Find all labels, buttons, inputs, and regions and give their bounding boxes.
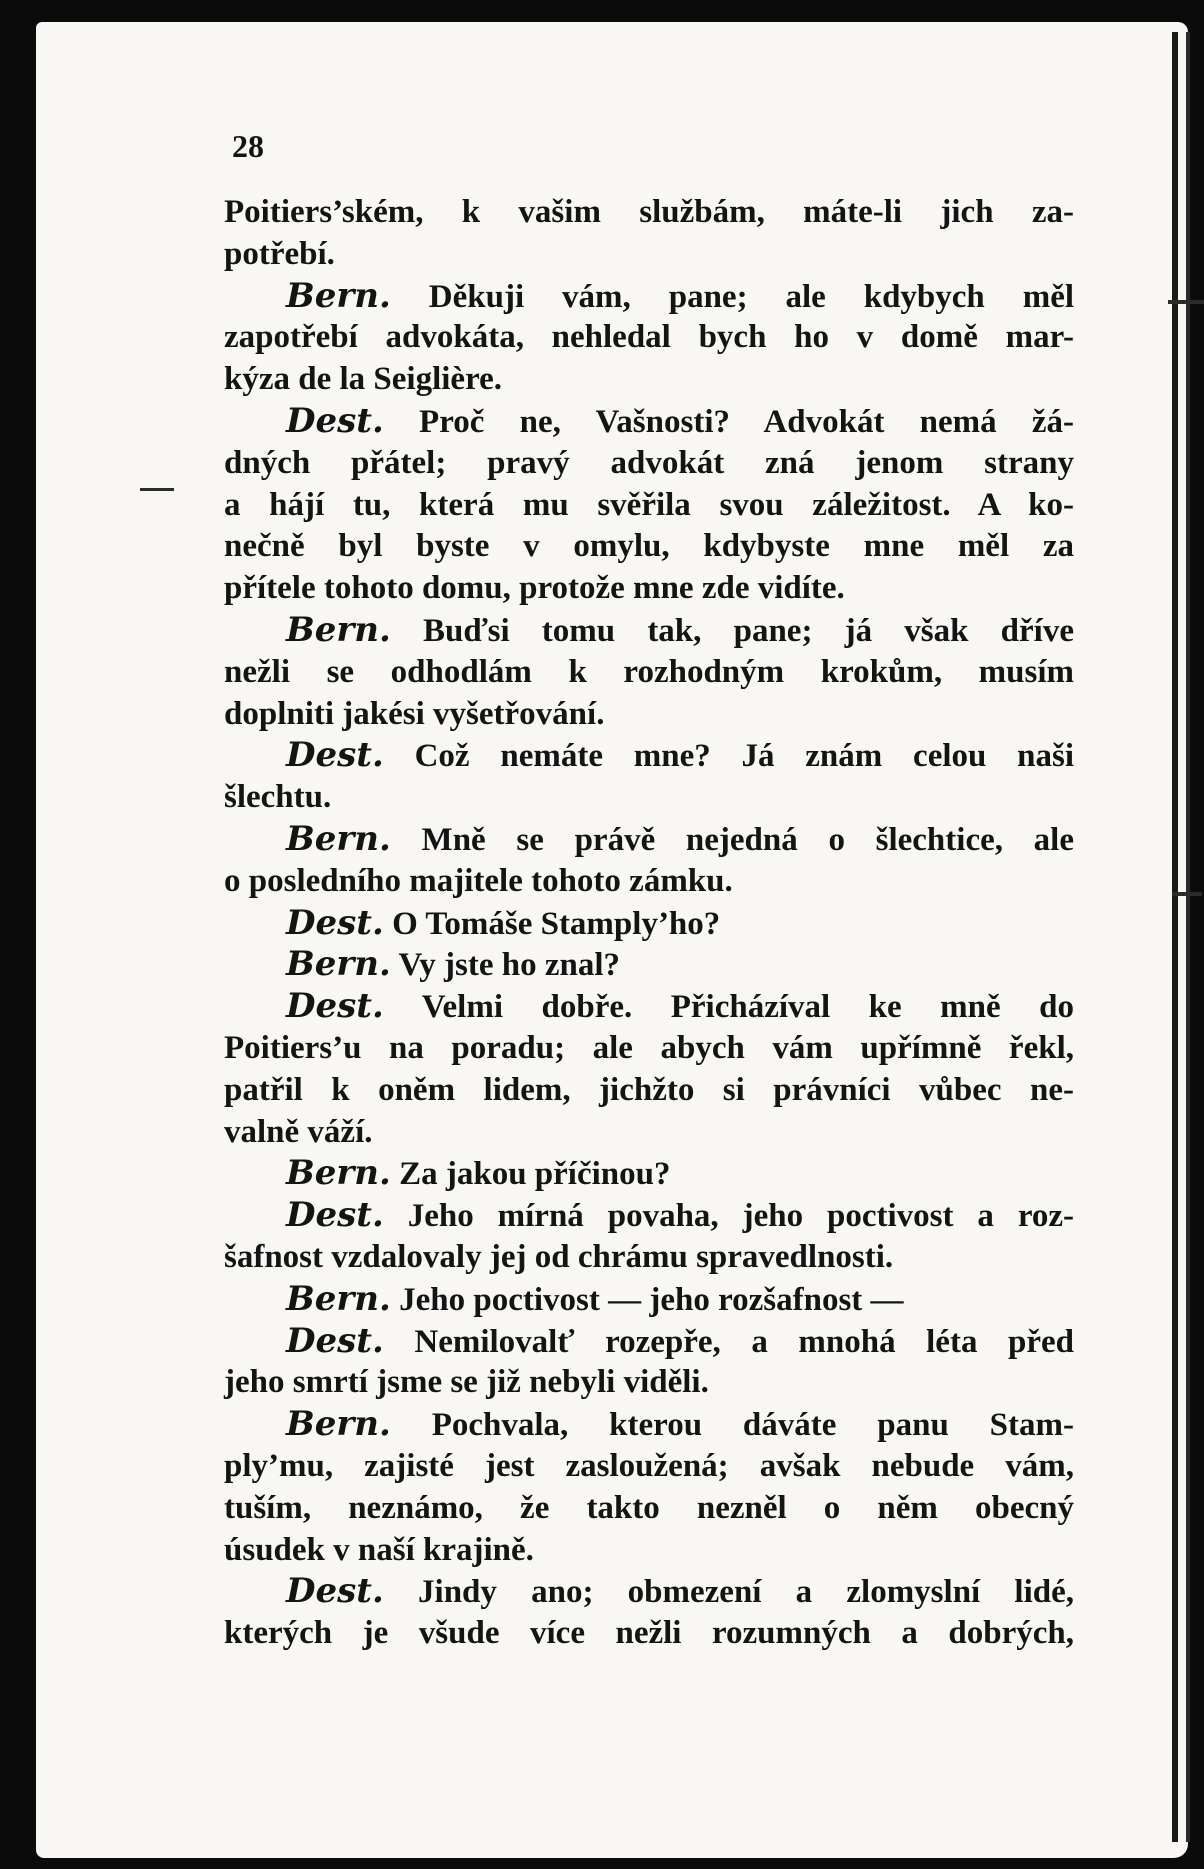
- page-number: 28: [232, 128, 264, 164]
- text-line: [224, 652, 1074, 694]
- speaker-label: Dest.: [286, 902, 384, 943]
- speaker-label: Bern.: [286, 944, 391, 985]
- line-text: šlechtu.: [224, 779, 332, 816]
- text-line: [224, 1153, 1074, 1195]
- line-text: Což nemáte mne? Já znám celou naši: [414, 738, 1075, 775]
- speaker-label: Dest.: [286, 1571, 384, 1612]
- line-text: Velmi dobře. Přicházíval ke mně do: [421, 989, 1075, 1026]
- speaker-label: Bern.: [286, 818, 391, 859]
- line-text: patřil k oněm lidem, jichžto si právníci vůbec ne-: [224, 1071, 1074, 1108]
- line-text: kterých je všude více nežli rozumných a dobrých,: [224, 1615, 1074, 1652]
- speaker-label: Dest.: [286, 1195, 384, 1236]
- text-line: [224, 694, 1074, 736]
- line-text: Jindy ano; obmezení a zlomyslní lidé,: [418, 1574, 1075, 1611]
- line-text: Pochvala, kterou dáváte panu Stam-: [431, 1407, 1075, 1444]
- margin-mark: [140, 488, 174, 491]
- speaker-label: Bern.: [286, 609, 391, 650]
- text-line: [224, 1404, 1074, 1446]
- line-text: Nemilovalť rozepře, a mnohá léta před: [414, 1323, 1074, 1360]
- line-text: potřebí.: [224, 235, 335, 272]
- line-text: zapotřebí advokáta, nehledal bych ho v domě mar-: [224, 319, 1074, 356]
- text-line: [224, 401, 1074, 443]
- text-line: [224, 944, 1074, 986]
- line-text: o posledního majitele tohoto zámku.: [224, 862, 733, 899]
- text-line: [224, 1195, 1074, 1237]
- text-line: [224, 861, 1074, 903]
- speaker-label: Bern.: [286, 1404, 391, 1445]
- line-text: Jeho poctivost — jeho rozšafnost —: [399, 1281, 904, 1318]
- text-line: [224, 1446, 1074, 1488]
- text-line: [224, 568, 1074, 610]
- speaker-label: Bern.: [286, 1278, 391, 1319]
- line-text: a hájí tu, která mu svěřila svou záležitost. A ko-: [224, 486, 1074, 523]
- line-text: dných přátel; pravý advokát zná jenom strany: [224, 444, 1074, 481]
- text-lines: [224, 192, 1074, 1655]
- line-text: úsudek v naší krajině.: [224, 1531, 534, 1568]
- text-line: [224, 1488, 1074, 1530]
- line-text: nečně byl byste v omylu, kdybyste mne měl za: [224, 528, 1074, 565]
- line-text: valně váží.: [224, 1113, 373, 1150]
- line-text: kýza de la Seiglière.: [224, 361, 503, 398]
- speaker-label: Dest.: [286, 986, 384, 1027]
- text-line: [224, 819, 1074, 861]
- line-text: Za jakou příčinou?: [399, 1156, 671, 1193]
- line-text: Děkuji vám, pane; ale kdybych měl: [428, 278, 1075, 315]
- speaker-label: Bern.: [286, 1153, 391, 1194]
- line-text: Mně se právě nejedná o šlechtice, ale: [421, 821, 1074, 858]
- text-line: [224, 1112, 1074, 1154]
- text-line: [224, 903, 1074, 945]
- speaker-label: Dest.: [286, 1320, 384, 1361]
- text-line: [224, 1530, 1074, 1572]
- text-line: [224, 317, 1074, 359]
- line-text: Proč ne, Vašnosti? Advokát nemá žá-: [419, 403, 1075, 440]
- line-text: šafnost vzdalovaly jej od chrámu spravedlnosti.: [224, 1238, 894, 1275]
- line-text: jeho smrtí jsme se již nebyli viděli.: [224, 1364, 709, 1401]
- speaker-label: Dest.: [286, 735, 384, 776]
- line-text: Poitiers’u na poradu; ale abych vám upřímně řekl,: [224, 1029, 1074, 1066]
- text-line: [224, 443, 1074, 485]
- line-text: O Tomáše Stamply’ho?: [392, 905, 721, 942]
- text-line: [224, 735, 1074, 777]
- line-text: tuším, neznámo, že takto nezněl o něm obecný: [224, 1489, 1074, 1526]
- text-line: [224, 1571, 1074, 1613]
- text-line: [224, 1321, 1074, 1363]
- line-text: doplniti jakési vyšetřování.: [224, 695, 605, 732]
- line-text: Vy jste ho znal?: [398, 947, 621, 984]
- text-line: [224, 1070, 1074, 1112]
- speaker-label: Bern.: [286, 275, 391, 316]
- text-line: [224, 526, 1074, 568]
- line-text: Poitiers’ském, k vašim službám, máte-li jich za-: [224, 194, 1074, 230]
- text-line: [224, 610, 1074, 652]
- line-text: ply’mu, zajisté jest zasloužená; avšak nebude vám,: [224, 1447, 1074, 1484]
- line-text: přítele tohoto domu, protože mne zde vidíte.: [224, 570, 845, 607]
- text-line: [224, 1613, 1074, 1655]
- line-text: Jeho mírná povaha, jeho poctivost a roz-: [407, 1198, 1075, 1235]
- margin-mark: [1168, 300, 1204, 304]
- margin-mark: [1172, 892, 1202, 896]
- text-line: [224, 192, 1074, 234]
- text-line: [224, 1279, 1074, 1321]
- text-line: [224, 276, 1074, 318]
- speaker-label: Dest.: [286, 400, 384, 441]
- text-line: [224, 1237, 1074, 1279]
- line-text: nežli se odhodlám k rozhodným krokům, musím: [224, 653, 1074, 690]
- text-line: [224, 359, 1074, 401]
- text-line: [224, 777, 1074, 819]
- text-line: [224, 234, 1074, 276]
- text-line: [224, 1362, 1074, 1404]
- text-line: [224, 986, 1074, 1028]
- text-line: [224, 485, 1074, 527]
- text-line: [224, 1028, 1074, 1070]
- line-text: Buďsi tomu tak, pane; já však dříve: [423, 612, 1074, 649]
